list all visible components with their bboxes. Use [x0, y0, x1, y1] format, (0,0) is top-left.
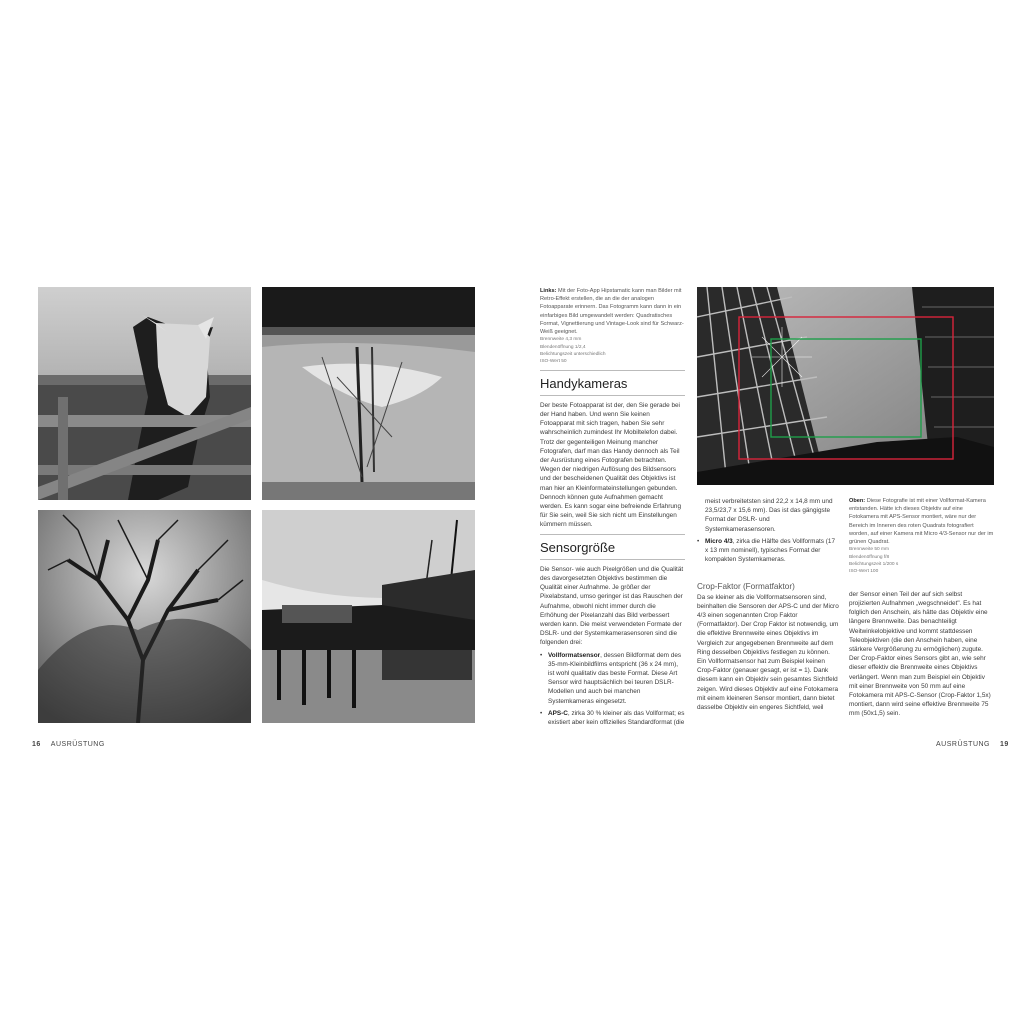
bullet-vollformat-text: , dessen Bildformat dem des 35-mm-Kleinbildfilms entspricht (36 x 24 mm), ist wohl qualitativ das beste Format. Diese Art Sensor wird hauptsächlich bei teuren DSLR-Modellen und auch bei manchen Systemkameras eingesetzt.	[548, 651, 682, 705]
page-number-right: 19	[1000, 741, 1009, 748]
heading-crop-faktor: Crop-Faktor (Formatfaktor)	[697, 582, 795, 592]
photo-harbour	[262, 510, 475, 723]
caption-top-meta-1: Brennweite 50 mm	[849, 547, 889, 553]
bullet-vollformat-term: Vollformatsensor	[548, 651, 601, 659]
photo-building-crop	[697, 287, 994, 485]
caption-top	[849, 497, 994, 576]
photo-tree	[38, 510, 251, 723]
caption-left-meta-1: Brennweite 4,3 mm	[540, 337, 582, 343]
text-col3: der Sensor einen Teil der auf sich selbst projizierten Aufnahmen „wegschneidet". Es hat folglich den Anschein, als hätte das Objektiv eine längere Brennweite. Das benachteiligt Weitwinkelobjektive und kommt stattdessen Teleobjektiven (die den Anschein haben, eine stärkere Vergrößerung zu ermöglichen) zugute. Der Crop-Faktor eines Sensors gibt an, wie sehr dieser effektiv die Brennweite eines Objektivs verlängert. Wenn man zum Beispiel ein Objektiv mit einer Brennweite von 50 mm auf eine Fotokamera mit APS-C-Sensor (Crop-Faktor 1,5x) montiert, dann wird seine effektive Brennweite 75 mm (50x1,5) sein.	[849, 590, 991, 718]
heading-handykameras: Handykameras	[540, 370, 685, 396]
text-crop-2: Ein Vollformatsensor hat zum Beispiel keinen Crop-Faktor (genauer gesagt, er ist = 1). Dank diesem kann ein Objektiv sein gesamtes Sichtfeld zeigen. Wird dieses Objektiv auf eine Fotokamera mit einem kleineren Sensor montiert, dann bietet dasselbe Objektiv ein engeres Sichtfeld, weil	[697, 658, 839, 712]
bullet-micro43-term: Micro 4/3	[705, 537, 733, 545]
text-apsc-continued: meist verbreitetsten sind 22,2 x 14,8 mm und 23,5/23,7 x 15,6 mm). Das ist das gängigste Format der DSLR- und Systemkamerasensoren.	[705, 498, 833, 533]
caption-top-meta-3: Belichtungszeit 1/200 s	[849, 562, 899, 568]
caption-left-meta-3: Belichtungszeit unterschiedlich	[540, 352, 606, 358]
caption-left-meta-2: Blendenöffnung 1/2,4	[540, 344, 586, 350]
column-1	[540, 287, 685, 727]
page-number-left: 16	[32, 741, 41, 748]
column-3	[849, 497, 994, 719]
bullet-micro43	[697, 537, 839, 565]
section-label-right: AUSRÜSTUNG	[936, 741, 991, 748]
caption-left-meta-4: ISO-Wert 50	[540, 359, 567, 365]
caption-top-lead: Oben:	[849, 498, 866, 504]
section-label-left: AUSRÜSTUNG	[50, 741, 105, 748]
heading-sensorgroesse: Sensorgröße	[540, 534, 685, 560]
right-folio	[936, 741, 1009, 748]
caption-top-meta-4: ISO-Wert 100	[849, 569, 879, 575]
bullet-micro43-text: , zirka die Hälfte des Vollformats (17 x 13 mm nominell), typisches Format der kompakten Systemkameras.	[705, 537, 836, 564]
text-sensorgroesse: Die Sensor- wie auch Pixelgrößen und die Qualität des davorgesetzten Objektivs bestimmen die Qualität einer Aufnahme. Je größer der Pixelabstand, umso geringer ist das Rauschen der Aufnahme, obwohl nicht immer durch die Erhöhung der Pixelanzahl das Bild verbessert werden kann. Die meist verwendeten Formate der DSLR- und der Systemkamerasensoren sind die folgenden drei:	[540, 565, 684, 647]
caption-left-text: Mit der Foto-App Hipstamatic kann man Bilder mit Retro-Effekt erstellen, die an die der analogen Fotoapparate erinnern. Das Fotogramm kann dann in ein einfarbiges Bild umgewandelt werden: Quadratisches Format, Vignettierung und Vintage-Look sind für Schwarz-Weiß geeignet.	[540, 288, 684, 336]
text-handykameras: Der beste Fotoapparat ist der, den Sie gerade bei der Hand haben. Und wenn Sie keinen Fotoapparat mit sich tragen, haben Sie sehr wahrscheinlich zumindest Ihr Mobiltelefon dabei. Trotz der gegenteiligen Meinung mancher Fotografen, darf man das Handy dennoch als Teil der Ausrüstung eines Fotografen betrachten. Wegen der niedrigen Auflösung des Bildsensors und der bescheidenen Qualität des Objektivs ist man hier an Kleinformateinstellungen gebunden. Dennoch können gute Aufnahmen gemacht werden. Es kann sogar eine befreiende Erfahrung für Sie sein, weil Sie sich nicht um Einstellungen kümmern müssen.	[540, 401, 682, 529]
photo-reflection	[262, 287, 475, 500]
caption-top-meta-2: Blendenöffnung f/8	[849, 554, 890, 560]
bullet-apsc-term: APS-C	[548, 709, 568, 717]
text-crop-1: Da se kleiner als die Vollformatsensoren sind, beinhalten die Sensoren der APS-C und der Micro 4/3 einen sogenannten Crop Faktor (Formatfaktor). Der Crop Faktor ist notwendig, um die effektive Brennweite eines Objektivs im Vergleich zur angegebenen Brennweite auf dem Ring desselben Objektivs festlegen zu können.	[697, 593, 839, 656]
left-folio	[32, 741, 105, 748]
caption-left	[540, 287, 685, 366]
bullet-vollformat	[540, 651, 685, 706]
caption-top-text: Diese Fotografie ist mit einer Vollformat-Kamera entstanden. Hätte ich dieses Objektiv auf eine Fotokamera mit APS-Sensor montiert, wäre nur der Bereich im Inneren des roten Quadrats fotografiert worden, auf einer Kamera mit Micro 4/3-Sensor nur der im grünen Quadrat.	[849, 498, 994, 546]
bullet-apsc	[540, 709, 685, 727]
bullet-apsc-text: , zirka 30 % kleiner als das Vollformat; es existiert aber kein offizielles Standardformat (die	[548, 709, 685, 726]
photo-horse	[38, 287, 251, 500]
caption-left-lead: Links:	[540, 288, 557, 294]
column-2	[697, 497, 839, 712]
